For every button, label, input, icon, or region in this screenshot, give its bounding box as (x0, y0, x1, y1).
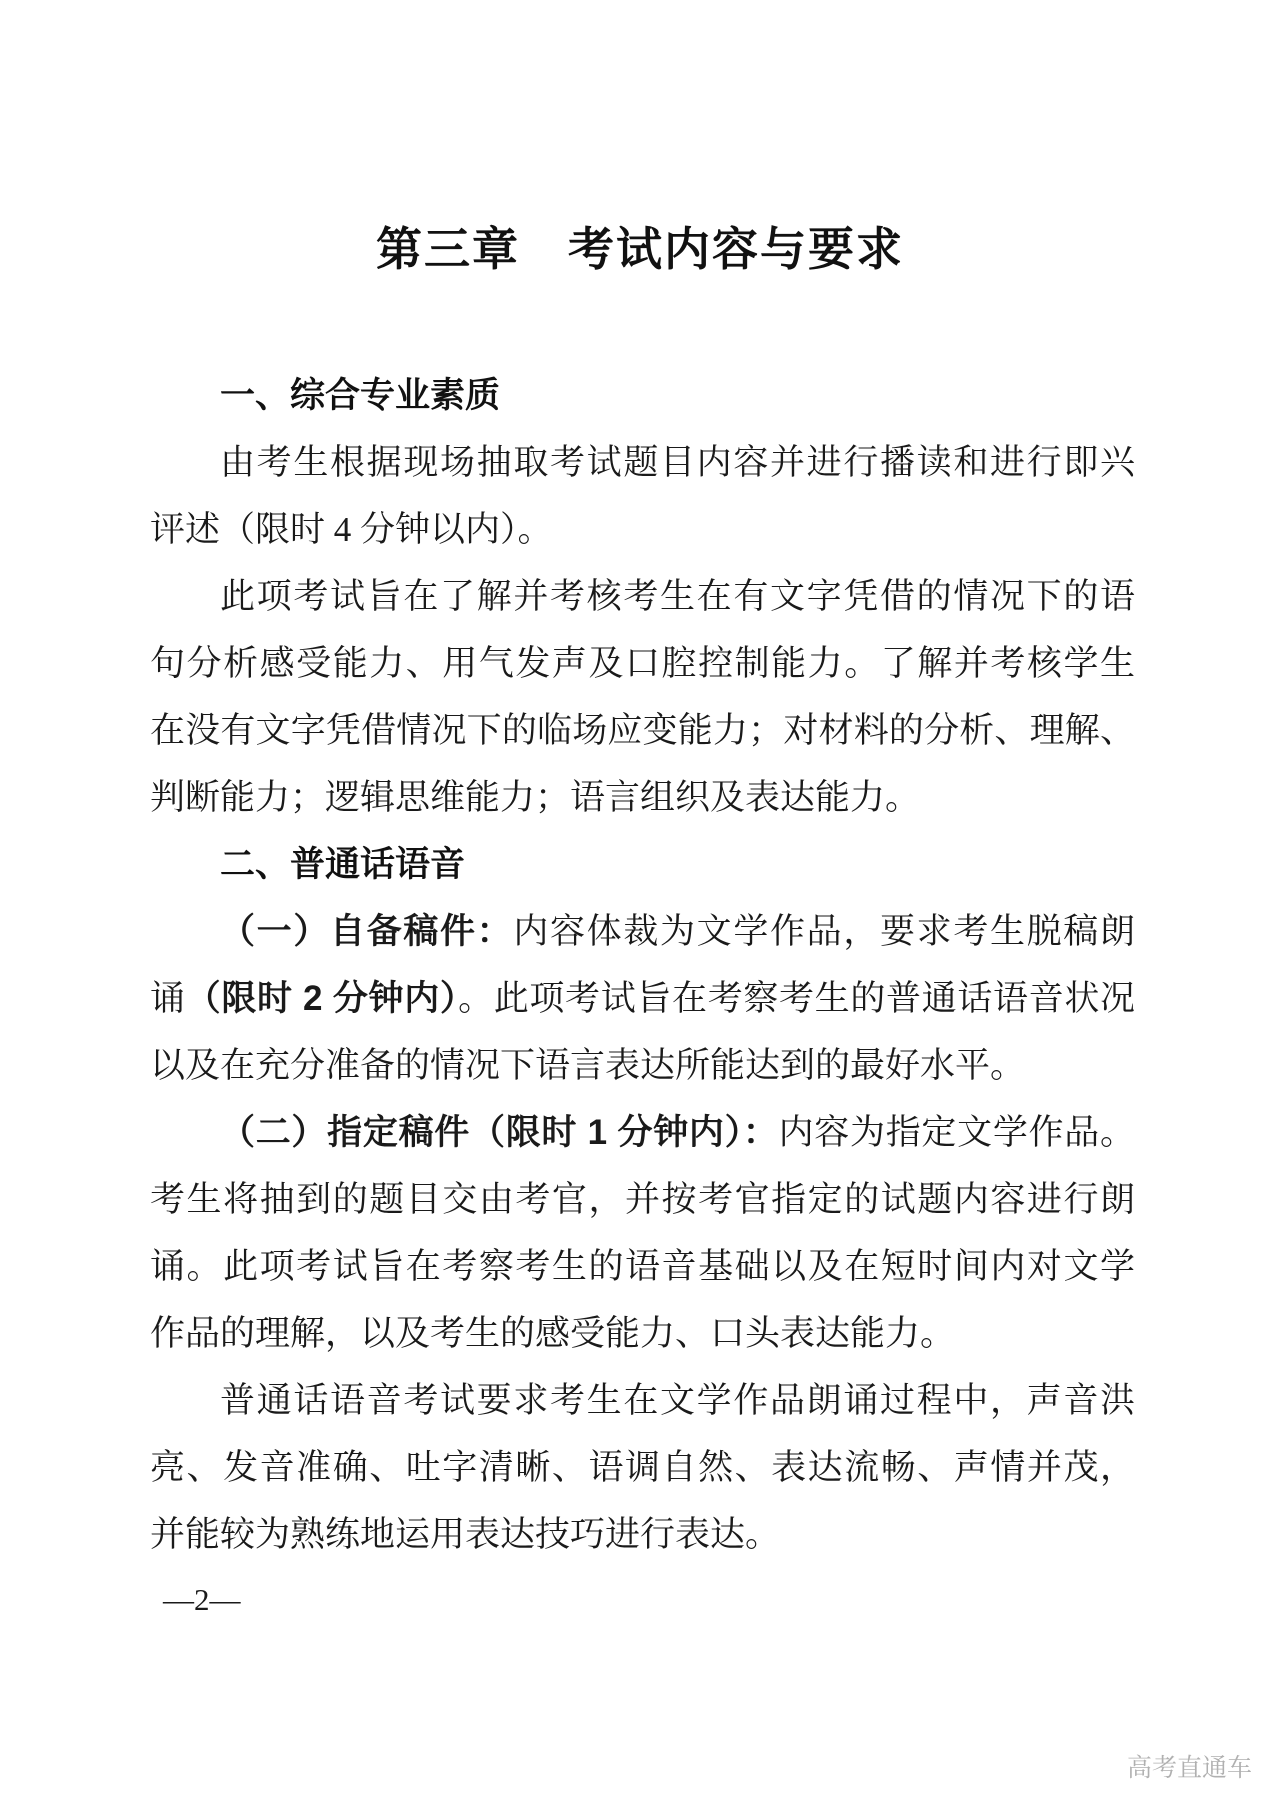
document-body (150, 362, 1135, 1568)
text-line (150, 1300, 1135, 1367)
text-line (150, 1166, 1135, 1233)
text-run: 并能较为熟练地运用表达技巧进行表达。 (150, 1515, 781, 1554)
page-number: —2— (163, 1582, 241, 1617)
text-run: 考生将抽到的题目交由考官，并按考官指定的试题内容进行朗 (150, 1180, 1135, 1219)
paragraph (150, 1367, 1135, 1568)
paragraph (150, 1099, 1135, 1367)
text-line (150, 563, 1135, 630)
section-heading: 一、综合专业素质 (220, 376, 501, 415)
text-run: 诵 (150, 979, 186, 1018)
bold-run: （二）指定稿件（限时 1 分钟内）： (220, 1113, 779, 1152)
text-run: 普通话语音考试要求考生在文学作品朗诵过程中，声音洪 (220, 1381, 1135, 1420)
page-title: 第三章 考试内容与要求 (376, 223, 904, 275)
text-run: 内容体裁为文学作品，要求考生脱稿朗 (513, 912, 1135, 951)
text-line (150, 1099, 1135, 1166)
text-line (150, 630, 1135, 697)
text-run: 句分析感受能力、用气发声及口腔控制能力。了解并考核学生 (150, 644, 1135, 683)
paragraph (150, 563, 1135, 831)
text-line (150, 496, 1135, 563)
text-line (150, 1434, 1135, 1501)
text-run: 内容为指定文学作品。 (778, 1113, 1135, 1152)
bold-run: （一）自备稿件： (220, 912, 514, 951)
text-run: 以及在充分准备的情况下语言表达所能达到的最好水平。 (150, 1046, 1026, 1085)
text-run: 此项考试旨在了解并考核考生在有文字凭借的情况下的语 (220, 577, 1135, 616)
paragraph (150, 429, 1135, 563)
section-heading: 二、普通话语音 (220, 845, 466, 884)
text-run: 由考生根据现场抽取考试题目内容并进行播读和进行即兴 (220, 443, 1135, 482)
text-line (150, 697, 1135, 764)
text-line (150, 429, 1135, 496)
text-line (150, 965, 1135, 1032)
text-line (150, 1501, 1135, 1568)
paragraph (150, 898, 1135, 1099)
text-line (150, 898, 1135, 965)
text-run: 在没有文字凭借情况下的临场应变能力；对材料的分析、理解、 (150, 711, 1135, 750)
text-run: 作品的理解，以及考生的感受能力、口头表达能力。 (150, 1314, 956, 1353)
text-line (150, 1233, 1135, 1300)
text-line (150, 764, 1135, 831)
text-line (150, 1367, 1135, 1434)
text-line (150, 1032, 1135, 1099)
text-run: 亮、发音准确、吐字清晰、语调自然、表达流畅、声情并茂， (150, 1448, 1135, 1487)
text-run: 判断能力；逻辑思维能力；语言组织及表达能力。 (150, 778, 921, 817)
text-run: 。此项考试旨在考察考生的普通话语音状况 (458, 979, 1135, 1018)
text-run: 评述（限时 4 分钟以内）。 (150, 510, 553, 549)
text-run: 诵。此项考试旨在考察考生的语音基础以及在短时间内对文学 (150, 1247, 1135, 1286)
bold-run: （限时 2 分钟内） (185, 979, 459, 1018)
watermark-text: 高考直通车 (1126, 1754, 1252, 1782)
